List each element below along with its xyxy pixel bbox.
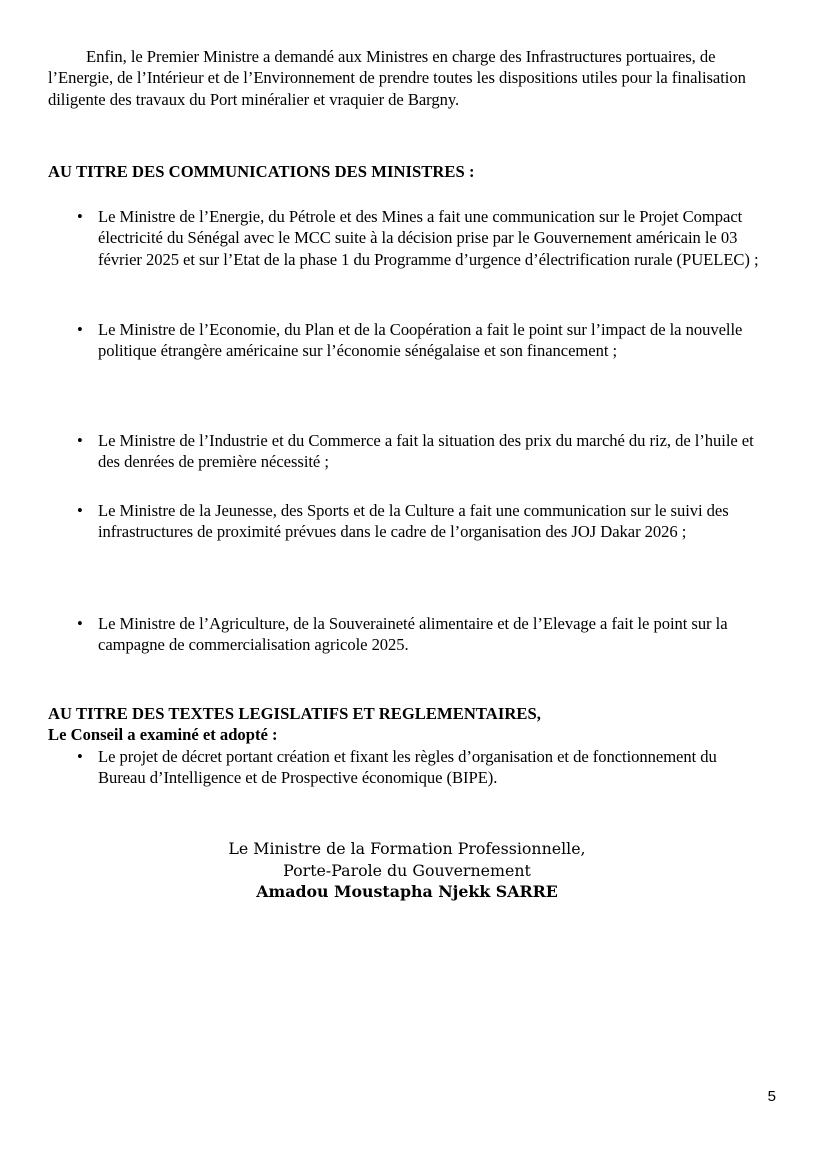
signature-title-line-2: Porte-Parole du Gouvernement (283, 860, 531, 880)
list-item-text: Le Ministre de l’Economie, du Plan et de la Coopération a fait le point sur l’impact de la nouvelle politique étrangère américaine sur l’économie sénégalaise et son financement ; (98, 320, 743, 361)
signature-block (48, 838, 766, 903)
signature-name: Amadou Moustapha Njekk SARRE (256, 882, 558, 901)
textes-list (48, 746, 766, 789)
list-item (48, 430, 766, 473)
communications-heading-block (48, 161, 766, 182)
intro-paragraph-block (48, 46, 766, 110)
list-item (48, 206, 766, 270)
communications-list-2 (48, 319, 766, 362)
communications-item-1-block (48, 206, 766, 270)
communications-list-4 (48, 500, 766, 543)
bullet-icon: • (77, 431, 83, 450)
bullet-icon: • (77, 207, 83, 226)
list-item (48, 613, 766, 656)
bullet-icon: • (77, 501, 83, 520)
communications-list-3 (48, 430, 766, 473)
communications-list-1 (48, 206, 766, 270)
bullet-icon: • (77, 320, 83, 339)
communications-item-2-block (48, 319, 766, 362)
communications-list-5 (48, 613, 766, 656)
list-item-text: Le Ministre de l’Industrie et du Commerce a fait la situation des prix du marché du riz, de l’huile et des denrées de première nécessité ; (98, 431, 754, 472)
section-heading-communications: AU TITRE DES COMMUNICATIONS DES MINISTRES : (48, 162, 475, 181)
bullet-icon: • (77, 746, 83, 766)
section-heading-textes: AU TITRE DES TEXTES LEGISLATIFS ET REGLEMENTAIRES, (48, 704, 541, 723)
intro-paragraph: Enfin, le Premier Ministre a demandé aux Ministres en charge des Infrastructures portuaires, de l’Energie, de l’Intérieur et de l’Environnement de prendre toutes les dispositions utiles pour la finalisation diligente des travaux du Port minéralier et vraquier de Bargny. (48, 47, 746, 109)
communications-item-5-block (48, 613, 766, 656)
list-item (48, 746, 766, 789)
communications-item-3-block (48, 430, 766, 473)
signature (48, 838, 766, 903)
communications-item-4-block (48, 500, 766, 543)
bullet-icon: • (77, 614, 83, 633)
list-item-text: Le Ministre de l’Agriculture, de la Souveraineté alimentaire et de l’Elevage a fait le point sur la campagne de commercialisation agricole 2025. (98, 614, 728, 655)
list-item-text: Le projet de décret portant création et fixant les règles d’organisation et de fonctionnement du Bureau d’Intelligence et de Prospective économique (BIPE). (98, 746, 717, 787)
list-item (48, 319, 766, 362)
list-item-text: Le Ministre de l’Energie, du Pétrole et des Mines a fait une communication sur le Projet Compact électricité du Sénégal avec le MCC suite à la décision prise par le Gouvernement américain le 03 février 2025 et sur l’Etat de la phase 1 du Programme d’urgence d’électrification rurale (PUELEC) ; (98, 207, 759, 269)
signature-title-line-1: Le Ministre de la Formation Professionnelle, (228, 839, 586, 858)
textes-heading-block (48, 703, 766, 788)
page-number: 5 (767, 1088, 776, 1105)
list-item (48, 500, 766, 543)
list-item-text: Le Ministre de la Jeunesse, des Sports et de la Culture a fait une communication sur le suivi des infrastructures de proximité prévues dans le cadre de l’organisation des JOJ Dakar 2026 ; (98, 501, 729, 542)
section-subheading-textes: Le Conseil a examiné et adopté : (48, 725, 278, 745)
